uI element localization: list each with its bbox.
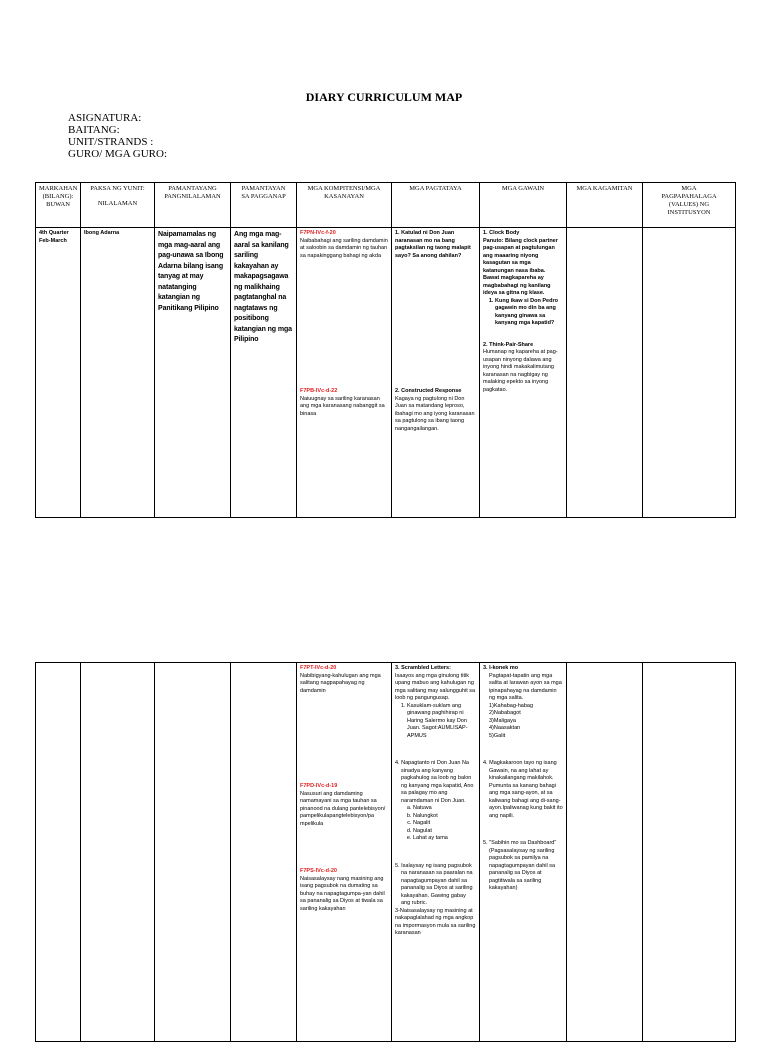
header-kompitensi: MGA KOMPITENSI/MGA KASANAYAN bbox=[297, 183, 392, 228]
activity-text: 4. Magkakaroon tayo ng isang Gawain, na ang lahat ay kinakailangang makilahok. bbox=[483, 760, 557, 781]
assessment-item: Isaayos ang mga ginulong titik upang mabuo ang kahulugan ng mga salitang may salungguhit sa loob ng pangungusap. bbox=[395, 672, 476, 701]
cell-kompitensi bbox=[297, 228, 392, 518]
competency-code: F7PD-IVc-d-19 bbox=[300, 783, 338, 789]
assessment-options bbox=[395, 805, 476, 843]
list-item: 3)Maligaya bbox=[489, 717, 516, 724]
meta-baitang: BAITANG: bbox=[68, 124, 120, 136]
assessment-item: 1. Katulad ni Don Juan naranasan mo na bang pagtaksilan ng taong malapit sayo? Sa anong dahilan? bbox=[395, 230, 471, 259]
cell-paksa bbox=[81, 663, 155, 1042]
assessment-item: 5. Isalaysay ng isang pagsubok na naranasan sa paaralan na napagtagumpayan dahil sa pananalig sa Diyos at sariling kakayahan. Gawing gabay ang rubric. bbox=[395, 862, 473, 906]
curriculum-table-1 bbox=[35, 182, 736, 518]
cell-pamantayan bbox=[231, 663, 297, 1042]
cell-markahan bbox=[36, 663, 81, 1042]
cell-kagamitan bbox=[567, 663, 643, 1042]
page-title: DIARY CURRICULUM MAP bbox=[305, 90, 463, 104]
activity-title: 1. Clock Body bbox=[483, 230, 520, 236]
activity-text: Humanap ng kapareha at pag-usapan ninyong dalawa ang inyong hindi makakalimutang karanasan na nagbigay ng malaking epekto sa inyong pagkatao. bbox=[483, 349, 558, 393]
header-pamantayan-sa-pagganap: PAMANTAYAN SA PAGGANAP bbox=[231, 183, 297, 228]
document-meta bbox=[68, 112, 167, 160]
table-header-row bbox=[36, 183, 736, 228]
header-pamantayang-pangnilalaman: PAMANTAYANG PANGNILALAMAN bbox=[155, 183, 231, 228]
activity-text: Pumunta sa kanang bahagi ang mga sang-ayon, at sa kaliwang bahagi ang di-sang-ayon.Ipaliwanag kung bakit ito ang napili. bbox=[489, 782, 563, 819]
activity-title: 3. I-konek mo bbox=[483, 665, 519, 671]
meta-unit-strands: UNIT/STRANDS : bbox=[68, 136, 154, 148]
cell-kagamitan bbox=[567, 228, 643, 518]
table-row bbox=[36, 228, 736, 518]
meta-guro: GURO/ MGA GURO: bbox=[68, 148, 168, 160]
assessment-list bbox=[395, 703, 476, 741]
activity-text: Pagtapat-tapatin ang mga salita at larawan ayon sa mga ipinapahayag na damdamin ng mga salita. bbox=[489, 672, 562, 701]
cell-gawain bbox=[480, 228, 567, 518]
competency-code: F7PB-IVc-d-22 bbox=[300, 388, 338, 394]
cell-pagtataya bbox=[392, 228, 480, 518]
competency-code: F7PS-IVc-d-20 bbox=[300, 868, 337, 874]
list-item: c. Nagalit bbox=[413, 820, 476, 828]
assessment-item: 3-Naisasalaysay ng masining at nakapaglalahad ng mga angkop na impormasyon mula sa sariling karanasan bbox=[395, 907, 476, 936]
activity-list bbox=[483, 703, 563, 741]
assessment-item: 4. Napagtanto ni Don Juan Na sinadya ang kanyang pagkahulog sa loob ng balon ng kanyang mga kapatid, Ano sa palagay mo ang naramdaman ni Don Juan. bbox=[395, 760, 474, 804]
activity-text: 5. "Sabihin mo sa Dashboard" bbox=[483, 840, 557, 846]
month-label: Feb-March bbox=[39, 237, 67, 244]
cell-pamantayan: Ang mga mag-aaral sa kanilang sariling kakayahan ay makapagsagawa ng malikhaing pagtatanghal na nagtataws ng positibong katangian ng mga Pilipino bbox=[231, 228, 297, 518]
activity-text: (Pagsasalaysay ng sariling pagsubok sa pamilya na napagtagumpayan dahil sa pananalig sa Diyos at pagtitiwala sa sariling kakayahan) bbox=[489, 847, 556, 891]
competency-code: F7PN-IVc-f-20 bbox=[300, 230, 336, 236]
assessment-item: Kagaya ng pagtulong ni Don Juan sa matandang leproso, ibahagi mo ang iyong karanasan sa pagtulong sa ibang taong nangangailangan. bbox=[395, 395, 475, 432]
list-item: 4)Naasaktan bbox=[489, 725, 521, 731]
activity-list bbox=[483, 298, 563, 328]
cell-gawain bbox=[480, 663, 567, 1042]
list-item: 1)Kahabag-habag bbox=[489, 702, 534, 709]
list-item: 1. Kung ikaw si Don Pedro gagawin mo din ba ang kanyang ginawa sa kanyang mga kapatid? bbox=[495, 298, 563, 328]
competency-text: Naibabahagi ang sariling damdamin at saloobin sa damdamin ng tauhan sa napakinggang bahagi ng akda bbox=[300, 237, 388, 259]
cell-markahan bbox=[36, 228, 81, 518]
competency-code: F7PT-IVc-d-20 bbox=[300, 665, 337, 671]
list-item: b. Nalungkot bbox=[413, 813, 476, 821]
competency-text: Naiuugnay sa sariling karanasan ang mga karanasang nabanggit sa binasa bbox=[300, 395, 385, 417]
list-item: 2)Nababagot bbox=[489, 710, 521, 716]
header-paksa: PAKSA NG YUNIT: NILALAMAN bbox=[81, 183, 155, 228]
competency-text: Naisasalaysay nang masining ang isang pagsubok na dumating sa buhay na napagtagumpa-yan dahil sa pananalig sa Diyos at tiwala sa sariling kakayahan bbox=[300, 875, 385, 912]
assessment-title: 3. Scrambled Letters: bbox=[395, 665, 451, 671]
header-gawain: MGA GAWAIN bbox=[480, 183, 567, 228]
activity-title: 2. Think-Pair-Share bbox=[483, 341, 534, 348]
header-kagamitan: MGA KAGAMITAN bbox=[567, 183, 643, 228]
cell-kompitensi bbox=[297, 663, 392, 1042]
cell-paksa: Ibong Adarna bbox=[81, 228, 155, 518]
list-item: a. Natuwa bbox=[413, 805, 476, 813]
competency-text: Nabibigyang-kahulugan ang mga salitang nagpapahayag ng damdamin bbox=[300, 672, 381, 694]
header-pagtataya: MGA PAGTATAYA bbox=[392, 183, 480, 228]
assessment-title: 2. Constructed Response bbox=[395, 388, 462, 394]
quarter-label: 4th Quarter bbox=[39, 230, 69, 236]
list-item: 1. Kasuklam-suklam ang ginawang paghihirap ni Haring Salermo kay Don Juan. Sagot:AUMLISAP-APMUS bbox=[407, 703, 476, 741]
meta-asignatura: ASIGNATURA: bbox=[68, 112, 142, 124]
cell-pagpapahalaga bbox=[643, 663, 736, 1042]
cell-pamantayang: Naipamamalas ng mga mag-aaral ang pag-unawa sa Ibong Adarna bilang isang tanyag at may natatanging katangian ng Panitikang Pilipino bbox=[155, 228, 231, 518]
header-markahan: MARKAHAN (BILANG): BUWAN bbox=[36, 183, 81, 228]
cell-pamantayang bbox=[155, 663, 231, 1042]
cell-pagtataya bbox=[392, 663, 480, 1042]
cell-pagpapahalaga bbox=[643, 228, 736, 518]
header-pagpapahalaga: MGA PAGPAPAHALAGA (VALUES) NG INSTITUSYON bbox=[643, 183, 736, 228]
competency-text: Nasusuri ang damdaming namamayani sa mga tauhan sa pinanood na dulang pantelebisyon/ pampelikulapangtelebisyon/pa mpelikula bbox=[300, 790, 386, 827]
curriculum-table-2 bbox=[35, 662, 736, 1042]
table-row bbox=[36, 663, 736, 1042]
list-item: e. Lahat ay tama bbox=[413, 835, 476, 843]
list-item: 5)Galit bbox=[489, 732, 506, 739]
list-item: d. Nagulat bbox=[413, 828, 476, 836]
activity-text: Panuto: Bilang clock partner pag-usapan at pagtulungan ang maaaring niyong kasagutan sa mga katanungan nasa ibaba. Bawat magkapareha ay magbabahagi ng kanilang ideya sa gitna ng klase. bbox=[483, 237, 558, 296]
